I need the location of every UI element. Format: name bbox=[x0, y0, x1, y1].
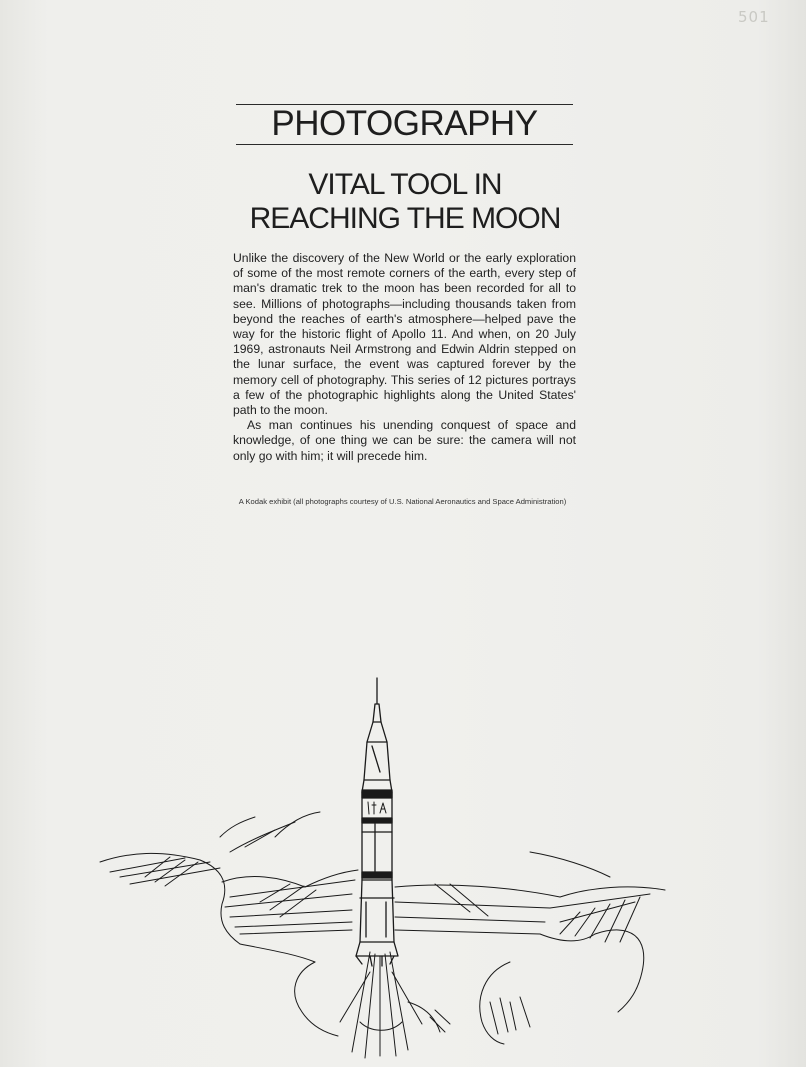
exhaust-plume bbox=[340, 952, 450, 1058]
smoke-cloud-right bbox=[395, 852, 665, 1044]
page-subtitle bbox=[200, 168, 610, 236]
body-paragraph-1: Unlike the discovery of the New World or the early exploration of some of the most remote corners of the earth, every step of man's dramatic trek to the moon has been recorded for all to see. Millions of photographs—including thousands taken from beyond the reaches of earth's atmosphere—helped pave the way for the historic flight of Apollo 11. And when, on 20 July 1969, astronauts Neil Armstrong and Edwin Aldrin stepped on the lunar surface, the event was captured forever by the memory cell of photography. This series of 12 pictures portrays a few of the photographic highlights along the United States' path to the moon. bbox=[233, 251, 576, 418]
page-title: PHOTOGRAPHY bbox=[271, 104, 538, 143]
smoke-cloud-left bbox=[100, 812, 358, 1036]
body-text bbox=[233, 251, 576, 464]
exhibit-credit: A Kodak exhibit (all photographs courtesy of U.S. National Aeronautics and Space Administration) bbox=[238, 497, 567, 506]
corner-page-number: 501 bbox=[738, 8, 770, 26]
rocket bbox=[356, 678, 398, 966]
subtitle-line-2: REACHING THE MOON bbox=[249, 202, 561, 235]
subtitle-line-1: VITAL TOOL IN bbox=[308, 168, 502, 201]
title-rule-bottom bbox=[236, 144, 573, 145]
body-paragraph-2: As man continues his unending conquest of space and knowledge, of one thing we can be sure: the camera will not only go with him; it will precede him. bbox=[233, 418, 576, 463]
rocket-launch-illustration bbox=[90, 672, 680, 1062]
